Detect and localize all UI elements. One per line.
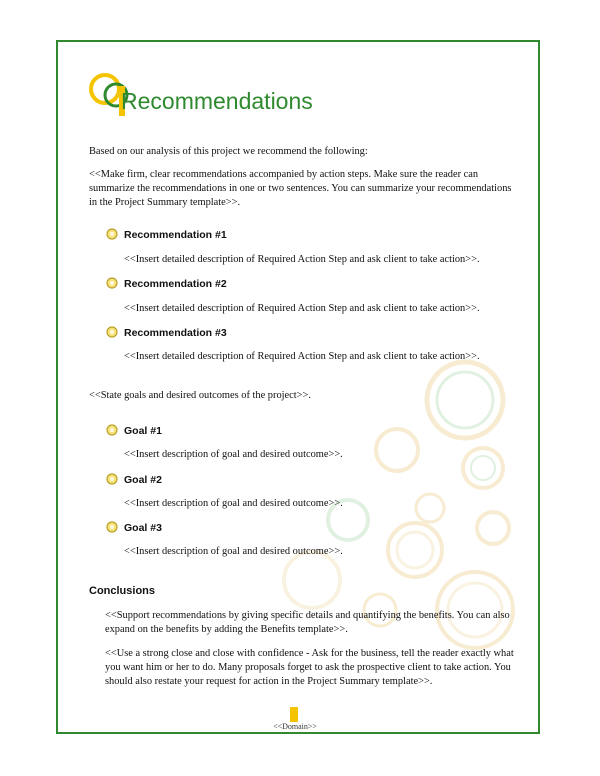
circle-bullet-icon [106, 228, 118, 240]
goal-heading: Goal #2 [124, 474, 162, 486]
circle-bullet-icon [106, 277, 118, 289]
goals-intro-text: <<State goals and desired outcomes of the project>>. [89, 390, 311, 401]
goal-heading: Goal #3 [124, 522, 162, 534]
recommendations-paragraph: <<Make firm, clear recommendations accompanied by action steps. Make sure the reader can summarize the recommendations in one or two sentences. You can summarize your recommendations in the Project Summary template>>. [89, 169, 512, 208]
circle-bullet-icon [106, 521, 118, 533]
recommendation-heading: Recommendation #3 [124, 327, 227, 339]
footer-domain: <<Domain>> [273, 722, 317, 731]
recommendation-description: <<Insert detailed description of Required Action Step and ask client to take action>>. [124, 351, 480, 362]
recommendation-heading: Recommendation #1 [124, 229, 227, 241]
conclusions-heading: Conclusions [89, 585, 156, 597]
intro-text: Based on our analysis of this project we recommend the following: [89, 146, 368, 157]
circle-bullet-icon [106, 473, 118, 485]
conclusions-paragraph: <<Use a strong close and close with confidence - Ask for the business, tell the reader exactly what you want him or her to do. Many proposals forget to ask the prospective client to take action. You should also restate your request for action in the Project Summary template>>. [105, 648, 514, 687]
recommendation-heading: Recommendation #2 [124, 278, 227, 290]
footer-marker [290, 707, 298, 722]
circle-bullet-icon [106, 424, 118, 436]
recommendation-description: <<Insert detailed description of Required Action Step and ask client to take action>>. [124, 254, 480, 265]
goal-description: <<Insert description of goal and desired outcome>>. [124, 449, 343, 460]
recommendation-description: <<Insert detailed description of Required Action Step and ask client to take action>>. [124, 303, 480, 314]
conclusions-paragraph: <<Support recommendations by giving specific details and quantifying the benefits. You can also expand on the benefits by adding the Benefits template>>. [105, 610, 510, 635]
page-title: Recommendations [121, 88, 313, 114]
circle-bullet-icon [106, 326, 118, 338]
goal-description: <<Insert description of goal and desired outcome>>. [124, 546, 343, 557]
goal-description: <<Insert description of goal and desired outcome>>. [124, 498, 343, 509]
goal-heading: Goal #1 [124, 425, 162, 437]
